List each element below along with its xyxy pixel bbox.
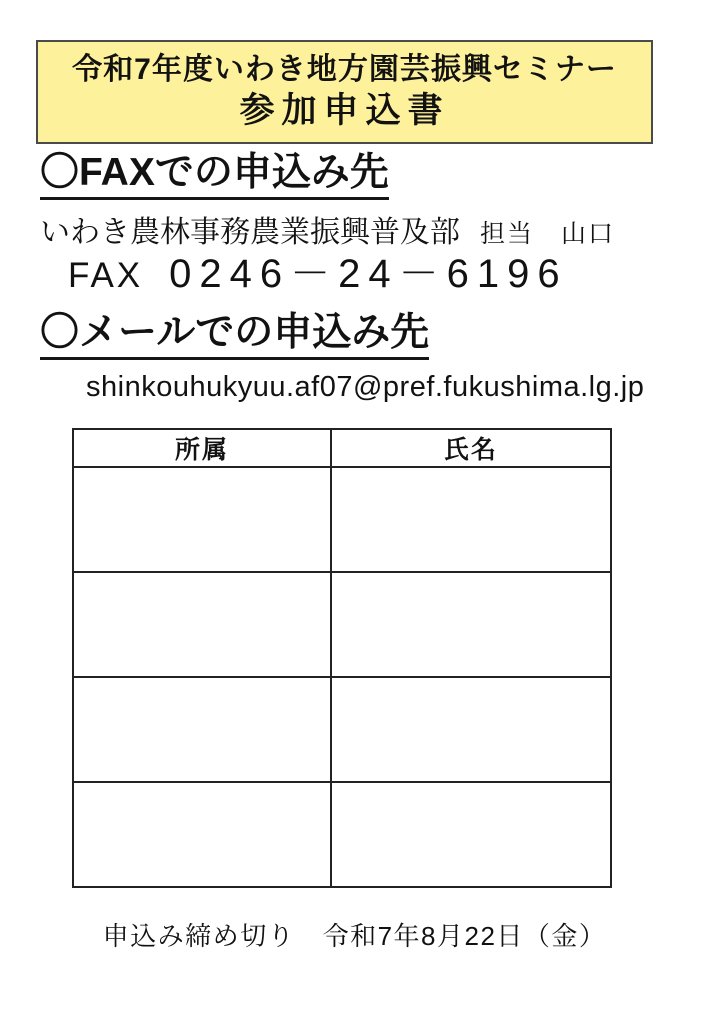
fax-label: FAX [68, 256, 144, 295]
column-header-name: 氏名 [331, 429, 611, 467]
table-row [73, 782, 611, 887]
office-name: いわき農林事務農業振興普及部 [40, 216, 460, 249]
table-cell [331, 677, 611, 782]
table-cell [73, 782, 331, 887]
form-title: 参加申込書 [239, 90, 450, 130]
email-address: shinkouhukyuu.af07@pref.fukushima.lg.jp [86, 371, 645, 403]
seminar-title: 令和7年度いわき地方園芸振興セミナー [72, 53, 617, 87]
table-cell [73, 677, 331, 782]
table-cell [73, 467, 331, 572]
table-cell [331, 782, 611, 887]
mail-section-heading: 〇メールでの申込み先 [40, 311, 429, 360]
table-header-row [73, 429, 611, 467]
fax-section-heading: 〇FAXでの申込み先 [40, 151, 389, 200]
contact-person: 担当 山口 [480, 220, 616, 248]
title-box [36, 40, 653, 144]
fax-line [68, 242, 568, 299]
fax-number: 0246－24－6196 [169, 252, 568, 296]
column-header-affiliation: 所属 [73, 429, 331, 467]
table-cell [331, 572, 611, 677]
table-row [73, 467, 611, 572]
signup-table [72, 428, 612, 888]
deadline-text: 申込み締め切り 令和7年8月22日（金） [102, 921, 607, 951]
table-row [73, 677, 611, 782]
table-cell [331, 467, 611, 572]
table-cell [73, 572, 331, 677]
table-row [73, 572, 611, 677]
